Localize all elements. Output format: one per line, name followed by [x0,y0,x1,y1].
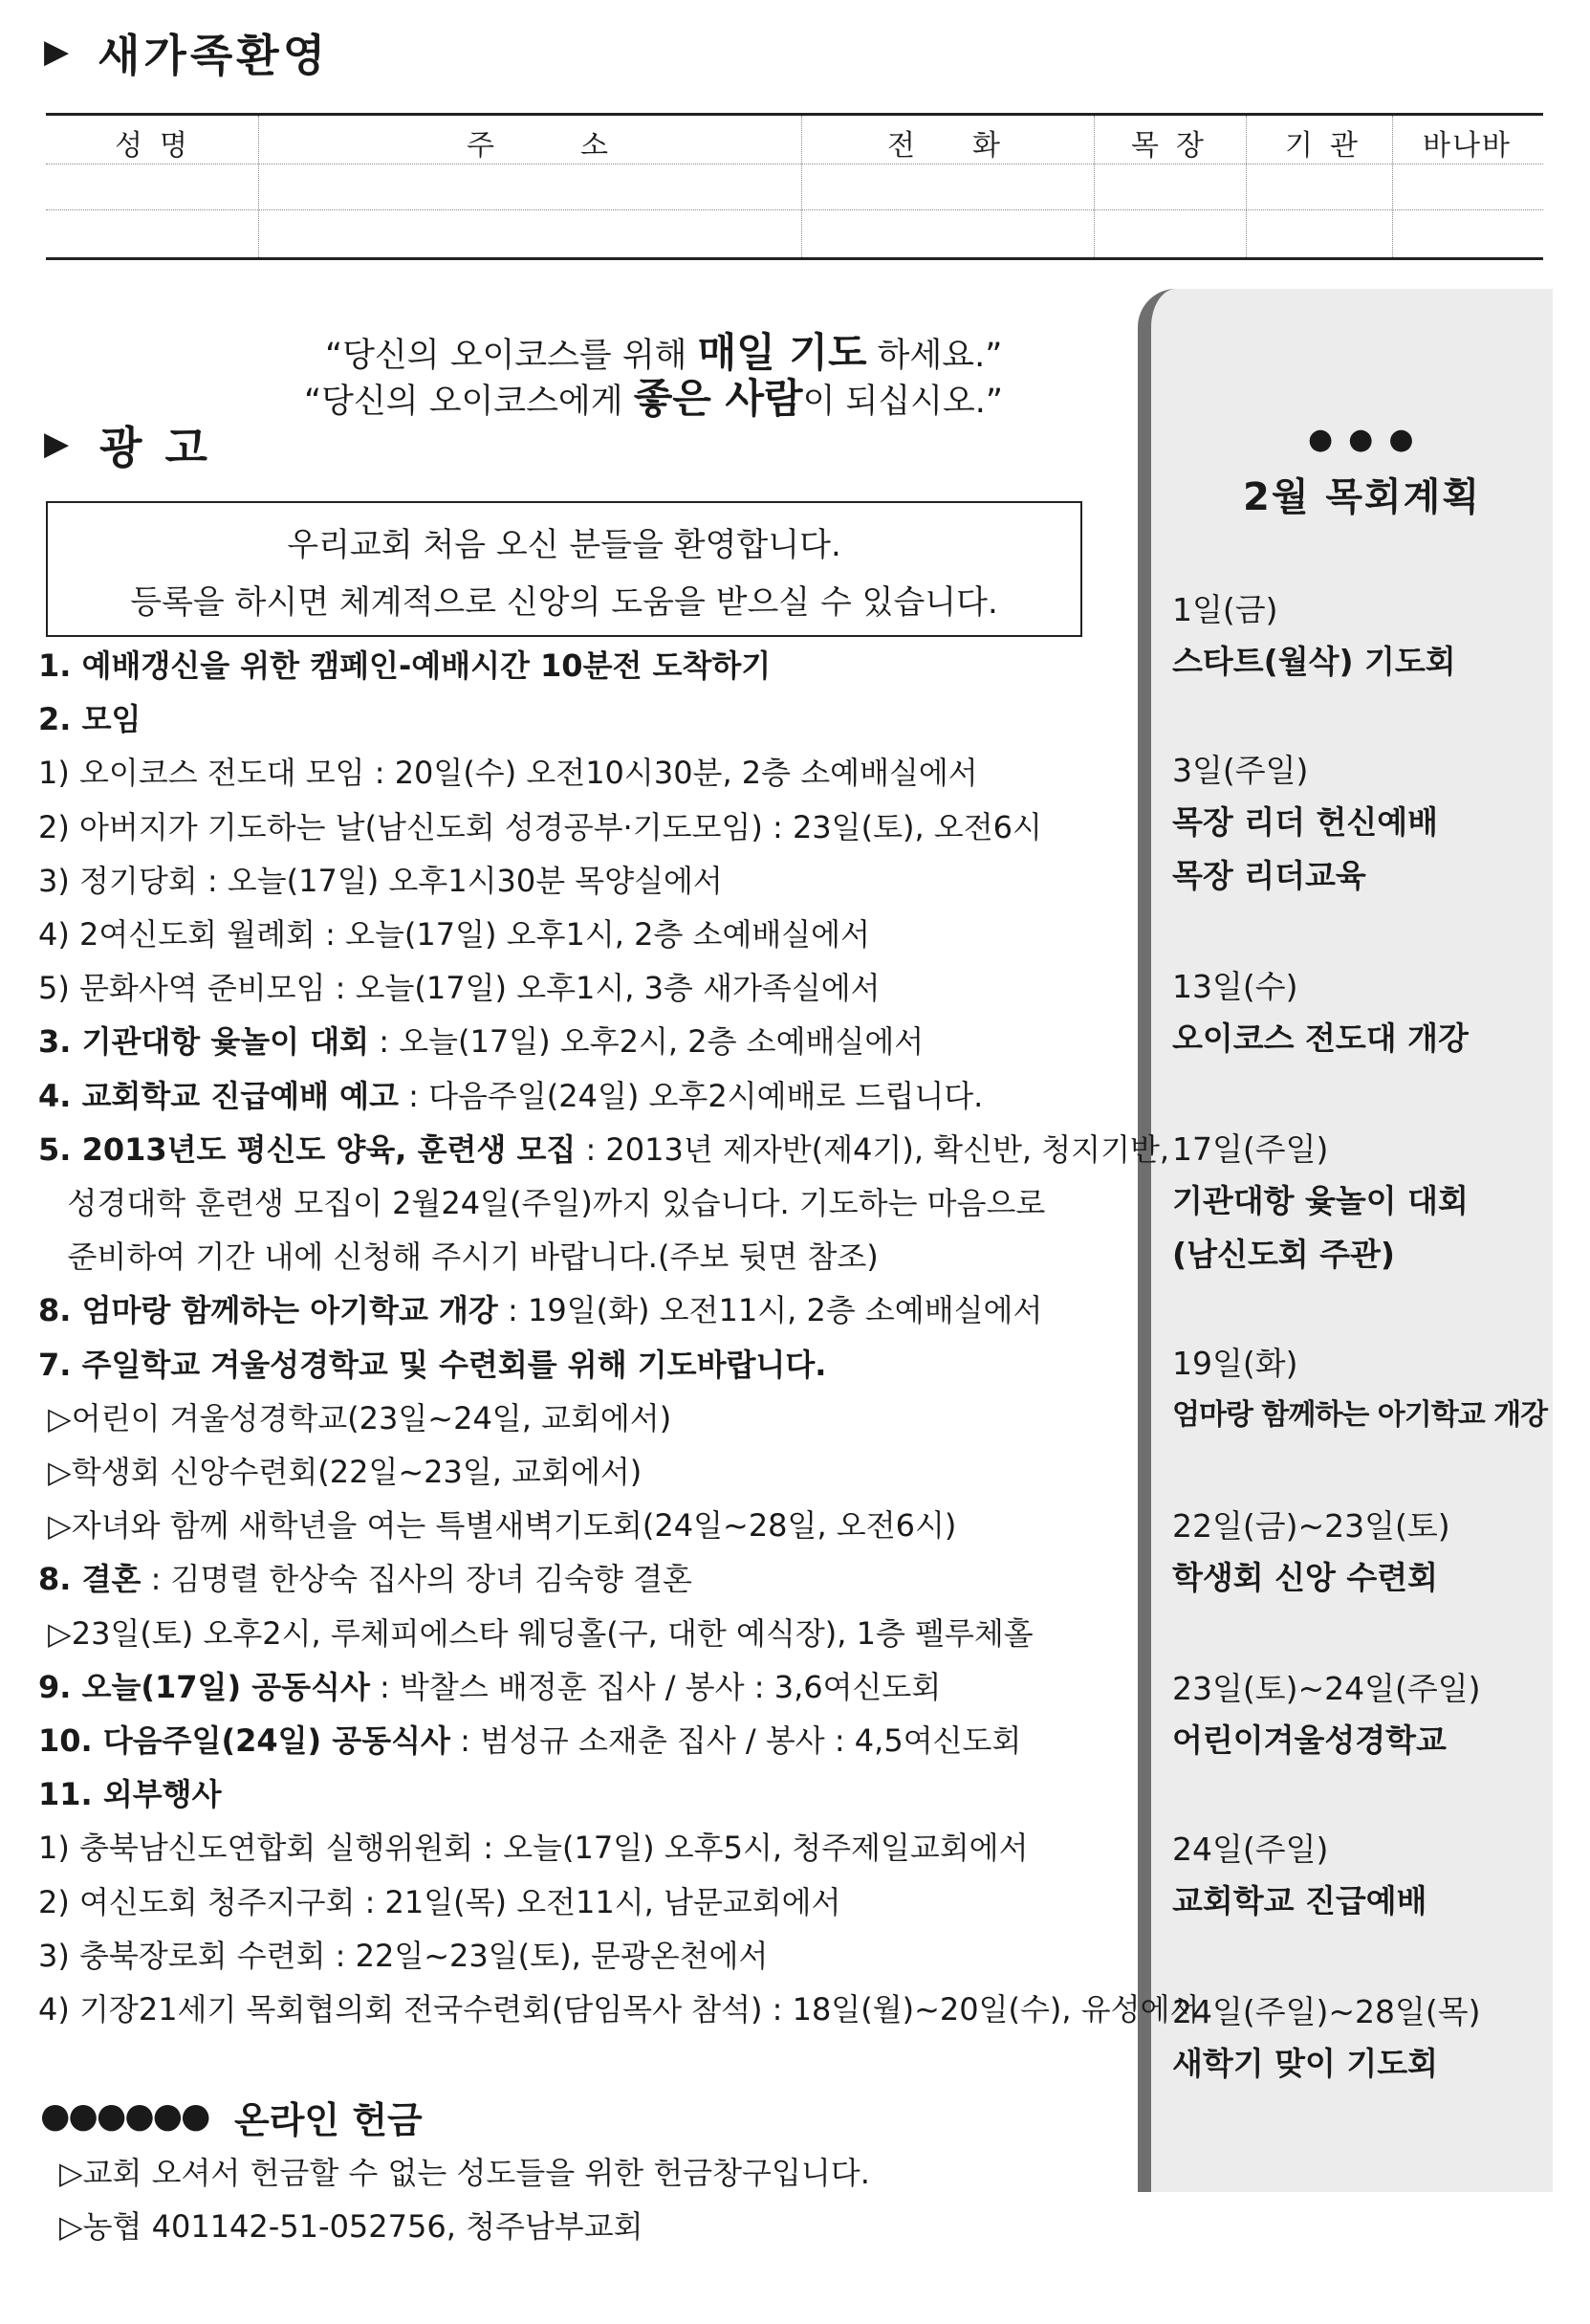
ad-item-text: : 2013년 제자반(제4기), 확신반, 청지기반, [576,1131,1170,1168]
schedule-title: 2월 목회계획 [1243,475,1481,519]
col-gigwan: 기관 [1285,129,1375,163]
ad-item [38,1078,984,1114]
ad-item-text: ▷어린이 겨울성경학교(23일~24일, 교회에서) [38,1400,672,1436]
online-line: ▷농협 401142-51-052756, 청주남부교회 [59,2208,643,2245]
ad-item-text: 2) 여신도회 청주지구회 : 21일(목) 오전11시, 남문교회에서 [38,1884,841,1920]
event-date: 3일(주일) [1172,752,1309,789]
divider [1246,116,1247,257]
ad-item-text: 5) 문화사역 준비모임 : 오늘(17일) 오후1시, 3층 새가족실에서 [38,970,881,1006]
ad-item [38,1185,1046,1221]
ad-item [38,1292,1043,1328]
ad-item-text: 3) 충북장로회 수련회 : 22일~23일(토), 문광온천에서 [38,1938,769,1974]
ad-item [38,1454,643,1490]
ad-item-heading: 8. 엄마랑 함께하는 아기학교 개강 [38,1292,498,1328]
event-text: 학생회 신앙 수련회 [1172,1559,1439,1596]
ad-item-text: : 오늘(17일) 오후2시, 2층 소예배실에서 [369,1023,925,1060]
ad-item [38,1722,1022,1759]
ad-item-text: : 다음주일(24일) 오후2시예배로 드립니다. [398,1078,984,1114]
box-line: 등록을 하시면 체계적으로 신앙의 도움을 받으실 수 있습니다. [130,583,998,622]
col-phone: 전화 [887,129,1057,163]
ad-item [38,1991,1200,2028]
ad-item [38,701,142,737]
col-mokjang: 목장 [1131,129,1221,163]
ad-item [38,1938,769,1974]
ad-item-heading: 7. 주일학교 겨울성경학교 및 수련회를 위해 기도바랍니다. [38,1347,827,1383]
online-line: ▷교회 오셔서 헌금할 수 없는 성도들을 위한 헌금창구입니다. [59,2155,870,2191]
ad-item-text: 성경대학 훈련생 모집이 2월24일(주일)까지 있습니다. 기도하는 마음으로 [38,1185,1046,1221]
ad-item-text: 4) 기장21세기 목회협의회 전국수련회(담임목사 참석) : 18일(월)~20일(수), 유성에서 [38,1991,1200,2028]
welcome-box [46,501,1082,637]
event-date: 22일(금)~23일(토) [1172,1507,1450,1545]
quote-text: 이 되십시오.” [802,383,1004,421]
ad-item-heading: 9. 오늘(17일) 공동식사 [38,1669,370,1705]
event-date: 19일(화) [1172,1345,1298,1382]
divider [46,209,1543,210]
ad-item-heading: 5. 2013년도 평신도 양육, 훈련생 모집 [38,1131,577,1168]
ad-item-text: : 19일(화) 오전11시, 2층 소예배실에서 [497,1292,1043,1328]
ad-item [38,970,881,1006]
ad-item-text: : 박찰스 배정훈 집사 / 봉사 : 3,6여신도회 [369,1669,942,1705]
ad-item-heading: 3. 기관대항 윷놀이 대회 [38,1023,370,1060]
ad-item [38,1615,1034,1652]
event-text: 엄마랑 함께하는 아기학교 개강 [1172,1398,1548,1432]
event-date: 23일(토)~24일(주일) [1172,1670,1481,1707]
ad-item [38,1776,222,1812]
ad-item [38,1884,841,1920]
ad-item-heading: 11. 외부행사 [38,1776,222,1812]
welcome-table [46,113,1543,260]
ad-item [38,1830,1029,1866]
ad-item [38,755,978,791]
quote-text: “당신의 오이코스에게 [304,383,634,421]
ad-item-text: ▷학생회 신앙수련회(22일~23일, 교회에서) [38,1454,643,1490]
ad-item-heading: 1. 예배갱신을 위한 캠페인-예배시간 10분전 도착하기 [38,647,772,684]
divider [801,116,802,257]
ad-item-text: : 범성규 소재춘 집사 / 봉사 : 4,5여신도회 [449,1722,1022,1759]
welcome-title: 새가족환영 [98,30,330,81]
quote-text: “당신의 오이코스를 위해 [325,337,698,375]
online-title: 온라인 헌금 [234,2099,423,2141]
ad-item-heading: 10. 다음주일(24일) 공동식사 [38,1722,450,1759]
event-text: 목장 리더 헌신예배 [1172,803,1439,841]
event-text: 어린이겨울성경학교 [1172,1721,1447,1759]
event-text: 새학기 맞이 기도회 [1172,2045,1439,2082]
ad-item-text: ▷23일(토) 오후2시, 루체피에스타 웨딩홀(구, 대한 예식장), 1층 펠루체홀 [38,1615,1034,1652]
bullet-dots: ●●●●●● [40,2096,209,2136]
schedule-dots: ●●● [1308,423,1429,456]
ad-item [38,1561,692,1597]
ad-item-text: 1) 오이코스 전도대 모임 : 20일(수) 오전10시30분, 2층 소예배실에서 [38,755,978,791]
event-date: 17일(주일) [1172,1130,1329,1168]
ad-item-heading: 4. 교회학교 진급예배 예고 [38,1078,399,1114]
ad-item [38,647,772,684]
col-barnabas: 바나바 [1423,129,1512,163]
event-date: 24일(주일)~28일(목) [1172,1993,1481,2030]
ad-item [38,1023,925,1060]
divider [258,116,259,257]
quote-text: 하세요.” [866,337,1003,375]
ads-title: 광 고 [99,422,211,473]
ad-item [38,1347,827,1383]
ad-item-text: 4) 2여신도회 월례회 : 오늘(17일) 오후1시, 2층 소예배실에서 [38,916,871,953]
ad-item [38,916,871,953]
event-text: 목장 리더교육 [1172,857,1366,894]
ad-item-heading: 8. 결혼 [38,1561,142,1597]
col-name: 성명 [115,129,205,163]
event-text: 스타트(월삭) 기도회 [1172,643,1456,680]
event-date: 1일(금) [1172,591,1278,628]
quote-line-2 [304,367,1003,425]
event-text: (남신도회 주관) [1172,1236,1395,1273]
event-date: 24일(주일) [1172,1831,1329,1868]
ad-item [38,809,1042,845]
divider [1094,116,1095,257]
ad-item [38,863,723,899]
quote-emphasis: 매일 기도 [697,329,867,376]
ad-item-heading: 2. 모임 [38,701,142,737]
ad-item [38,1669,942,1705]
event-text: 교회학교 진급예배 [1172,1882,1427,1919]
ad-item-text: : 김명렬 한상숙 집사의 장녀 김숙향 결혼 [141,1561,692,1597]
section-arrow-icon: ▶ [44,425,70,463]
quote-emphasis: 좋은 사람 [633,375,803,422]
event-date: 13일(수) [1172,968,1298,1005]
ad-item-text: 1) 충북남신도연합회 실행위원회 : 오늘(17일) 오후5시, 청주제일교회에서 [38,1830,1029,1866]
event-text: 기관대항 윷놀이 대회 [1172,1182,1469,1219]
box-line: 우리교회 처음 오신 분들을 환영합니다. [287,526,841,564]
ad-item [38,1131,1170,1168]
divider [1392,116,1393,257]
ad-item [38,1507,957,1544]
ad-item-text: 준비하여 기간 내에 신청해 주시기 바랍니다.(주보 뒷면 참조) [38,1239,879,1275]
ad-item-text: ▷자녀와 함께 새학년을 여는 특별새벽기도회(24일~28일, 오전6시) [38,1507,957,1544]
ad-item [38,1400,672,1436]
col-address: 주소 [467,129,694,163]
ad-item [38,1239,879,1275]
ad-item-text: 2) 아버지가 기도하는 날(남신도회 성경공부·기도모임) : 23일(토), 오전6시 [38,809,1042,845]
event-text: 오이코스 전도대 개강 [1172,1019,1469,1057]
ad-item-text: 3) 정기당회 : 오늘(17일) 오후1시30분 목양실에서 [38,863,723,899]
section-arrow-icon: ▶ [44,33,70,71]
